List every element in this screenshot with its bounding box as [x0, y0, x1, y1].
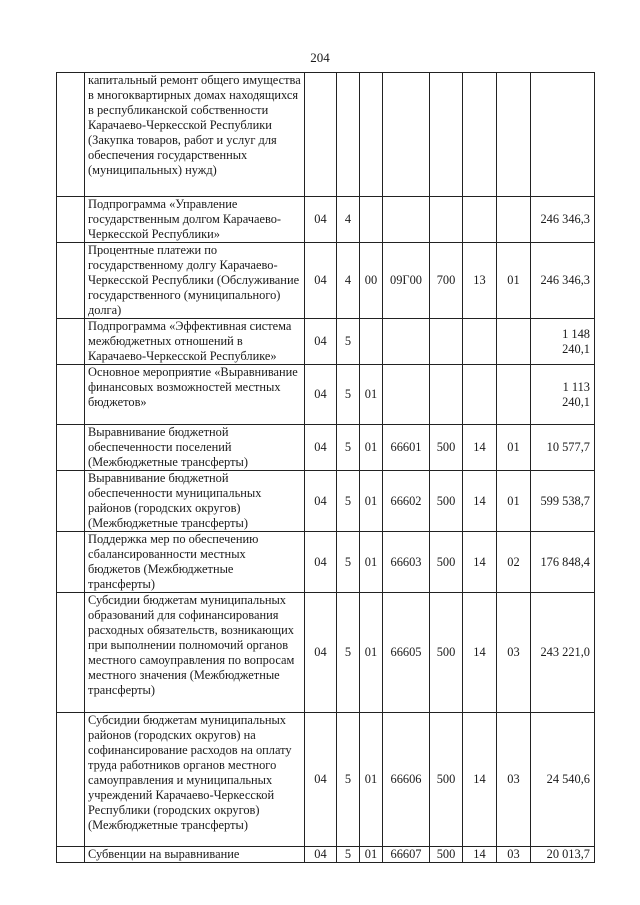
measure-code: 01 — [360, 847, 383, 863]
subprogram-code: 4 — [337, 197, 360, 243]
subprogram-code — [337, 73, 360, 197]
measure-code: 01 — [360, 365, 383, 425]
table-row — [57, 593, 595, 713]
expense-type-code: 500 — [430, 532, 463, 593]
program-code — [305, 73, 337, 197]
item-name: Субсидии бюджетам муниципальных районов (городских округов) на софинансирование расходов на оплату труда работников органов местного самоуправления и муниципальных учреждений Карачаево-Черкесской Республики (городских округов) (Межбюджетные трансферты) — [85, 713, 305, 847]
amount: 599 538,7 — [531, 471, 595, 532]
subsection-code — [497, 73, 531, 197]
amount: 243 221,0 — [531, 593, 595, 713]
measure-code — [360, 73, 383, 197]
subsection-code: 02 — [497, 532, 531, 593]
section-code — [463, 319, 497, 365]
subprogram-code: 5 — [337, 365, 360, 425]
subprogram-code: 5 — [337, 847, 360, 863]
expense-type-code — [430, 73, 463, 197]
program-code: 04 — [305, 319, 337, 365]
table-row — [57, 713, 595, 847]
item-name: капитальный ремонт общего имущества в многоквартирных домах находящихся в республиканской собственности Карачаево-Черкесской Республики (Закупка товаров, работ и услуг для обеспечения государственных (муниципальных) нужд) — [85, 73, 305, 197]
expense-type-code: 500 — [430, 425, 463, 471]
amount: 1 148 240,1 — [531, 319, 595, 365]
measure-code: 01 — [360, 713, 383, 847]
measure-code: 01 — [360, 593, 383, 713]
section-code: 14 — [463, 425, 497, 471]
program-code: 04 — [305, 365, 337, 425]
table-row — [57, 532, 595, 593]
row-number-cell — [57, 425, 85, 471]
direction-code: 66607 — [383, 847, 430, 863]
section-code: 13 — [463, 243, 497, 319]
amount: 1 113 240,1 — [531, 365, 595, 425]
amount: 246 346,3 — [531, 243, 595, 319]
subprogram-code: 5 — [337, 425, 360, 471]
direction-code: 66601 — [383, 425, 430, 471]
expense-type-code — [430, 319, 463, 365]
item-name: Процентные платежи по государственному долгу Карачаево-Черкесской Республики (Обслуживание государственного (муниципального) долга) — [85, 243, 305, 319]
subsection-code: 01 — [497, 471, 531, 532]
table-row — [57, 243, 595, 319]
program-code: 04 — [305, 532, 337, 593]
expense-type-code: 700 — [430, 243, 463, 319]
item-name: Подпрограмма «Эффективная система межбюджетных отношений в Карачаево-Черкесской Республике» — [85, 319, 305, 365]
subprogram-code: 4 — [337, 243, 360, 319]
program-code: 04 — [305, 593, 337, 713]
section-code — [463, 73, 497, 197]
row-number-cell — [57, 713, 85, 847]
row-number-cell — [57, 593, 85, 713]
program-code: 04 — [305, 425, 337, 471]
item-name: Выравнивание бюджетной обеспеченности муниципальных районов (городских округов) (Межбюджетные трансферты) — [85, 471, 305, 532]
item-name: Субсидии бюджетам муниципальных образований для софинансирования расходных обязательств, возникающих при выполнении полномочий органов местного самоуправления по вопросам местного значения (Межбюджетные трансферты) — [85, 593, 305, 713]
expense-type-code: 500 — [430, 593, 463, 713]
section-code: 14 — [463, 471, 497, 532]
program-code: 04 — [305, 197, 337, 243]
amount: 20 013,7 — [531, 847, 595, 863]
measure-code — [360, 197, 383, 243]
page-number: 204 — [310, 50, 330, 65]
item-name: Подпрограмма «Управление государственным долгом Карачаево-Черкесской Республики» — [85, 197, 305, 243]
subsection-code: 03 — [497, 713, 531, 847]
measure-code — [360, 319, 383, 365]
subsection-code — [497, 365, 531, 425]
direction-code: 66602 — [383, 471, 430, 532]
subsection-code: 03 — [497, 847, 531, 863]
subprogram-code: 5 — [337, 471, 360, 532]
table-row — [57, 73, 595, 197]
section-code — [463, 365, 497, 425]
measure-code: 00 — [360, 243, 383, 319]
direction-code — [383, 319, 430, 365]
table-row — [57, 847, 595, 863]
row-number-cell — [57, 73, 85, 197]
row-number-cell — [57, 532, 85, 593]
program-code: 04 — [305, 847, 337, 863]
direction-code — [383, 197, 430, 243]
subprogram-code: 5 — [337, 532, 360, 593]
row-number-cell — [57, 365, 85, 425]
row-number-cell — [57, 197, 85, 243]
subsection-code — [497, 197, 531, 243]
item-name: Выравнивание бюджетной обеспеченности поселений (Межбюджетные трансферты) — [85, 425, 305, 471]
measure-code: 01 — [360, 471, 383, 532]
section-code: 14 — [463, 593, 497, 713]
subprogram-code: 5 — [337, 713, 360, 847]
subsection-code: 03 — [497, 593, 531, 713]
item-name: Основное мероприятие «Выравнивание финансовых возможностей местных бюджетов» — [85, 365, 305, 425]
expense-type-code — [430, 365, 463, 425]
budget-table — [56, 72, 595, 863]
measure-code: 01 — [360, 425, 383, 471]
row-number-cell — [57, 471, 85, 532]
table-row — [57, 365, 595, 425]
direction-code: 66605 — [383, 593, 430, 713]
measure-code: 01 — [360, 532, 383, 593]
direction-code: 66603 — [383, 532, 430, 593]
direction-code: 09Г00 — [383, 243, 430, 319]
row-number-cell — [57, 243, 85, 319]
item-name: Поддержка мер по обеспечению сбалансированности местных бюджетов (Межбюджетные трансферты) — [85, 532, 305, 593]
section-code — [463, 197, 497, 243]
program-code: 04 — [305, 713, 337, 847]
expense-type-code: 500 — [430, 471, 463, 532]
expense-type-code — [430, 197, 463, 243]
amount: 176 848,4 — [531, 532, 595, 593]
subsection-code: 01 — [497, 243, 531, 319]
amount — [531, 73, 595, 197]
amount: 10 577,7 — [531, 425, 595, 471]
table-row — [57, 197, 595, 243]
table-row — [57, 425, 595, 471]
subprogram-code: 5 — [337, 319, 360, 365]
subsection-code: 01 — [497, 425, 531, 471]
subprogram-code: 5 — [337, 593, 360, 713]
program-code: 04 — [305, 243, 337, 319]
table-row — [57, 471, 595, 532]
section-code: 14 — [463, 847, 497, 863]
table-row — [57, 319, 595, 365]
direction-code — [383, 365, 430, 425]
amount: 24 540,6 — [531, 713, 595, 847]
row-number-cell — [57, 847, 85, 863]
section-code: 14 — [463, 713, 497, 847]
direction-code — [383, 73, 430, 197]
amount: 246 346,3 — [531, 197, 595, 243]
item-name: Субвенции на выравнивание — [85, 847, 305, 863]
expense-type-code: 500 — [430, 847, 463, 863]
expense-type-code: 500 — [430, 713, 463, 847]
program-code: 04 — [305, 471, 337, 532]
section-code: 14 — [463, 532, 497, 593]
direction-code: 66606 — [383, 713, 430, 847]
subsection-code — [497, 319, 531, 365]
row-number-cell — [57, 319, 85, 365]
